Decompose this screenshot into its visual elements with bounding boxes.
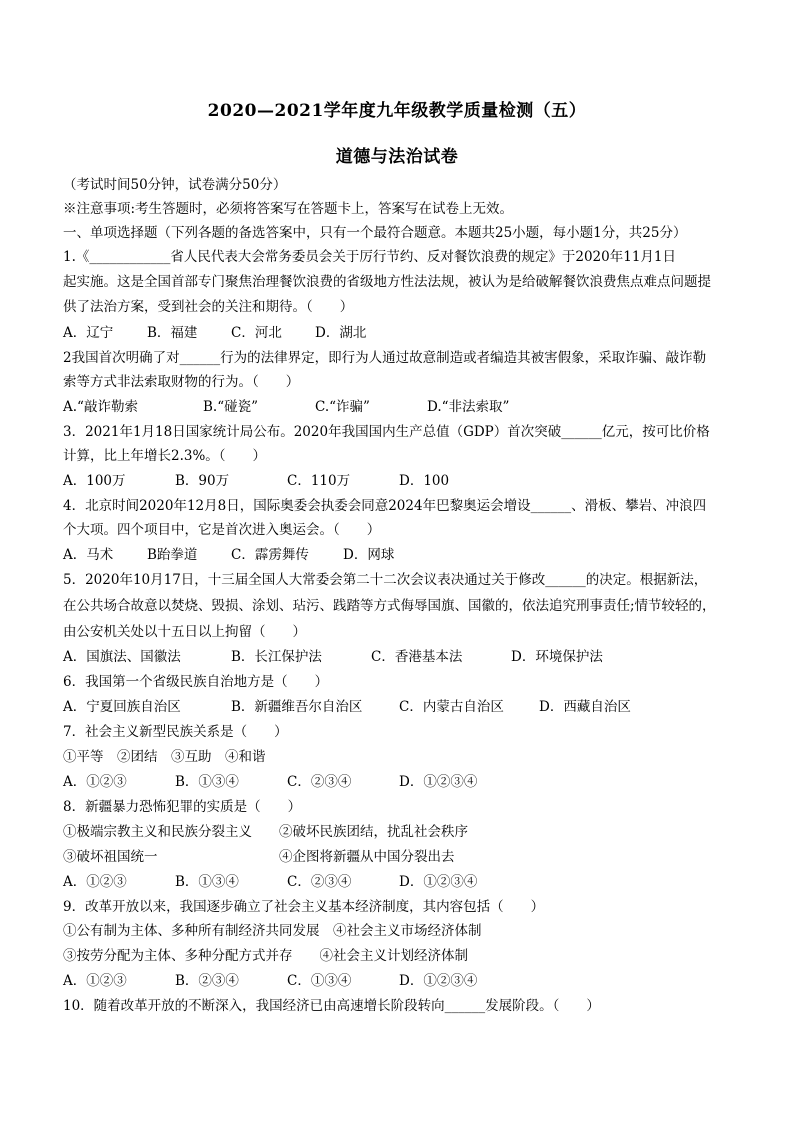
- option: A．100万: [63, 473, 126, 489]
- question-line: ③按劳分配为主体、多种分配方式并存 ④社会主义计划经济体制: [63, 948, 468, 964]
- option: D．湖北: [315, 325, 367, 341]
- options-row: [63, 972, 753, 990]
- option: C．①③④: [287, 973, 352, 989]
- option: D.“非法索取”: [427, 399, 510, 415]
- options-row: [63, 546, 753, 564]
- options-row: [63, 773, 753, 791]
- question-line: 10．随着改革开放的不断深入，我国经济已由高速增长阶段转向______发展阶段。（ ）: [63, 998, 600, 1014]
- option: D．网球: [343, 547, 395, 563]
- option: A.“敲诈勒索: [63, 399, 138, 415]
- option: B.“碰瓷”: [203, 399, 259, 415]
- question-line: 供了法治方案，受到社会的关注和期待。（ ）: [63, 299, 354, 315]
- option: D．①②③④: [399, 973, 478, 989]
- options-row: [63, 398, 753, 416]
- options-row: [63, 472, 753, 490]
- option: B．长江保护法: [231, 649, 322, 665]
- options-row: [63, 698, 753, 716]
- option: A．①②③: [63, 973, 127, 989]
- option: D．西藏自治区: [539, 699, 631, 715]
- question-line: 6．我国第一个省级民族自治地方是（ ）: [63, 674, 329, 690]
- question-line: 3．2021年1月18日国家统计局公布。2020年我国国内生产总值（GDP）首次突破______亿元，按可比价格: [63, 424, 710, 440]
- question-line: ①极端宗教主义和民族分裂主义 ②破坏民族团结，扰乱社会秩序: [63, 824, 468, 840]
- option: B．新疆维吾尔自治区: [231, 699, 363, 715]
- option: B．福建: [147, 325, 198, 341]
- question-line: 4．北京时间2020年12月8日，国际奥委会执委会同意2024年巴黎奥运会增设______、滑板、攀岩、冲浪四: [63, 498, 707, 514]
- options-row: [63, 648, 753, 666]
- page-subtitle: 道德与法治试卷: [335, 147, 459, 167]
- question-line: 2我国首次明确了对______行为的法律界定，即行为人通过故意制造或者编造其被害假象，采取诈骗、敲诈勒: [63, 350, 707, 366]
- question-line: 8．新疆暴力恐怖犯罪的实质是（ ）: [63, 799, 302, 815]
- question-line: 个大项。四个项目中，它是首次进入奥运会。（ ）: [63, 522, 381, 538]
- question-line: 5．2020年10月17日，十三届全国人大常委会第二十二次会议表决通过关于修改______的决定。根据新法，: [63, 572, 708, 588]
- question-line: 在公共场合故意以焚烧、毁损、涂划、玷污、践踏等方式侮辱国旗、国徽的，依法追究刑事责任;情节较轻的，: [63, 598, 716, 614]
- option: C．②③④: [287, 874, 352, 890]
- option: C.“诈骗”: [315, 399, 370, 415]
- option: A．国旗法、国徽法: [63, 649, 181, 665]
- option: C．②③④: [287, 774, 352, 790]
- option: B．①③④: [175, 774, 239, 790]
- option: C．内蒙古自治区: [399, 699, 504, 715]
- option: A．①②③: [63, 774, 127, 790]
- option: B跆拳道: [147, 547, 198, 563]
- option: D．100: [399, 473, 450, 489]
- question-line: 9．改革开放以来，我国逐步确立了社会主义基本经济制度，其内容包括（ ）: [63, 899, 545, 915]
- option: D．①②③④: [399, 874, 478, 890]
- question-line: ③破坏祖国统一 ④企图将新疆从中国分裂出去: [63, 849, 455, 865]
- options-row: [63, 324, 753, 342]
- section-heading: 一、单项选择题（下列各题的备选答案中，只有一个最符合题意。本题共25小题，每小题1分，共25分）: [63, 225, 687, 241]
- option: D．①②③④: [399, 774, 478, 790]
- question-line: 7．社会主义新型民族关系是（ ）: [63, 724, 288, 740]
- question-line: 由公安机关处以十五日以上拘留（ ）: [63, 624, 306, 640]
- question-line: 计算，比上年增长2.3%。（ ）: [63, 448, 267, 464]
- question-line: 1.《____________省人民代表大会常务委员会关于厉行节约、反对餐饮浪费的规定》于2020年11月1日: [63, 249, 677, 265]
- option: C．110万: [287, 473, 351, 489]
- option: A．辽宁: [63, 325, 114, 341]
- option: A．①②③: [63, 874, 127, 890]
- options-row: [63, 873, 753, 891]
- option: C．河北: [231, 325, 282, 341]
- page-title: 2020—2021学年度九年级教学质量检测（五）: [207, 101, 587, 121]
- question-line: 索等方式非法索取财物的行为。（ ）: [63, 374, 300, 390]
- exam-info: （考试时间50分钟，试卷满分50分）: [63, 177, 287, 193]
- question-line: 起实施。这是全国首部专门聚焦治理餐饮浪费的省级地方性法法规，被认为是给破解餐饮浪费焦点难点问题提: [63, 274, 711, 290]
- option: A．宁夏回族自治区: [63, 699, 181, 715]
- question-line: ①平等 ②团结 ③互助 ④和谐: [63, 749, 266, 765]
- option: A．马术: [63, 547, 114, 563]
- option: C．霹雳舞传: [231, 547, 309, 563]
- option: B．②③④: [175, 973, 239, 989]
- option: D．环境保护法: [511, 649, 603, 665]
- option: C．香港基本法: [371, 649, 463, 665]
- notice: ※注意事项:考生答题时，必须将答案写在答题卡上，答案写在试卷上无效。: [63, 201, 514, 217]
- option: B．90万: [175, 473, 230, 489]
- option: B．①③④: [175, 874, 239, 890]
- question-line: ①公有制为主体、多种所有制经济共同发展 ④社会主义市场经济体制: [63, 923, 482, 939]
